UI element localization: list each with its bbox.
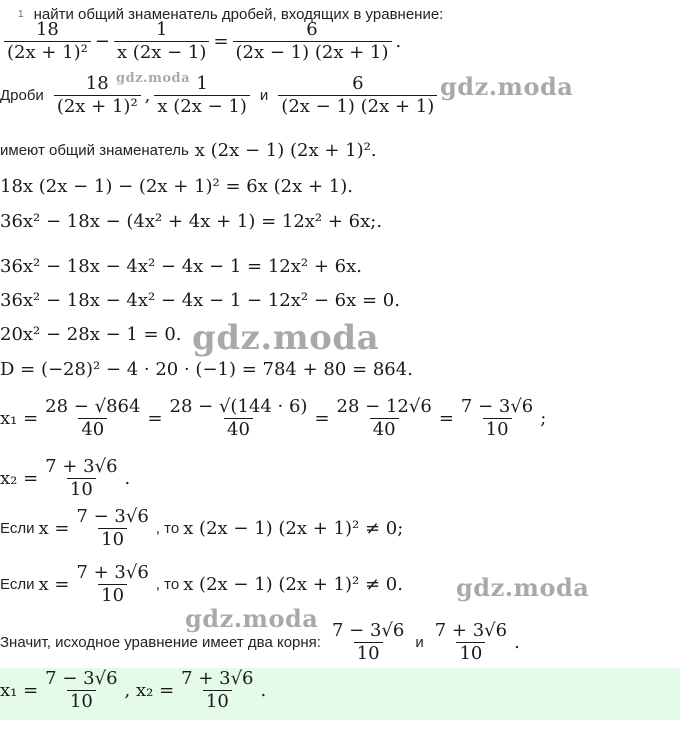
footnote-mark: 1 [18, 9, 24, 20]
fraction: $\frac{7 - 3√6}{10}$ [76, 506, 149, 550]
fractions-label: Дроби [0, 87, 44, 105]
fraction: $\frac{18}{\text{(2x + 1)²}}$ [4, 21, 91, 63]
watermark: gdz.moda [185, 604, 319, 633]
check-2-line: Если x = $\frac{7 + 3√6}{10}$ , то x (2x − 1) (2x + 1)² ≠ 0. [0, 562, 403, 606]
common-denominator-line: имеют общий знаменатель x (2x − 1) (2x + 1)². [0, 140, 377, 161]
watermark: gdz.moda [192, 318, 380, 358]
fraction: $\frac{18}{\text{(2x + 1)²}}$ [54, 75, 141, 117]
step-3: 36x² − 18x − 4x² − 4x − 1 = 12x² + 6x. [0, 256, 362, 277]
fraction: $\frac{7 + 3√6}{10}$ [76, 562, 149, 606]
watermark: gdz.moda [116, 71, 191, 86]
fraction: $\frac{28 - √864}{40}$ [45, 396, 141, 440]
step-2: 36x² − 18x − (4x² + 4x + 1) = 12x² + 6x;. [0, 211, 383, 232]
fraction: $\frac{6}{(2x - 1) (2x + 1)}$ [233, 21, 392, 63]
check-1-line: Если x = $\frac{7 - 3√6}{10}$ , то x (2x − 1) (2x + 1)² ≠ 0; [0, 506, 404, 550]
fraction: $\frac{7 + 3√6}{10}$ [181, 668, 254, 712]
fraction: $\frac{28 - √(144 \cdot 6)}{40}$ [169, 396, 308, 440]
fraction: $\frac{7 + 3√6}{10}$ [45, 456, 118, 500]
fraction: $\frac{7 - 3√6}{10}$ [460, 396, 534, 440]
x1-line: x₁ = $\frac{28 - √864}{40}$ = $\frac{28 - √(144 \cdot 6)}{40}$ = $\frac{28 - 12√6}{40}$ = $\frac{7 - 3√6}{10}$ ; [0, 396, 547, 440]
watermark: gdz.moda [456, 573, 590, 602]
fraction: $\frac{7 - 3√6}{10}$ [45, 668, 118, 712]
fraction: $\frac{28 - 12√6}{40}$ [336, 396, 432, 440]
answer-line: x₁ = $\frac{7 - 3√6}{10}$ , x₂ = $\frac{7 + 3√6}{10}$ . [0, 668, 267, 712]
x2-line: x₂ = $\frac{7 + 3√6}{10}$ . [0, 456, 131, 500]
fraction: $\frac{1}{x (2x - 1)}$ [114, 21, 210, 63]
fraction: $\frac{7 - 3√6}{10}$ [331, 620, 405, 664]
step-1: 18x (2x − 1) − (2x + 1)² = 6x (2x + 1). [0, 176, 353, 197]
conclusion-line: Значит, исходное уравнение имеет два корня: $\frac{7 - 3√6}{10}$ и $\frac{7 + 3√6}{10}$ . [0, 620, 520, 664]
fraction: $\frac{6}{(2x - 1) (2x + 1)}$ [278, 75, 437, 117]
equation-line: $\frac{18}{\text{(2x + 1)²}}$ − $\frac{1}{x (2x - 1)}$ = $\frac{6}{(2x - 1) (2x + 1)}$ . [0, 21, 401, 63]
fractions-line: Дроби $\frac{18}{\text{(2x + 1)²}}$ , $\frac{1}{x (2x - 1)}$ и $\frac{6}{(2x - 1) (2x + 1)}$ [0, 75, 441, 117]
step-5: 20x² − 28x − 1 = 0. [0, 324, 182, 345]
discriminant-line: D = (−28)² − 4 · 20 · (−1) = 784 + 80 = 864. [0, 359, 413, 380]
fraction: $\frac{7 + 3√6}{10}$ [434, 620, 508, 664]
fraction: $\frac{1}{x (2x - 1)}$ [154, 75, 250, 117]
header-text: найти общий знаменатель дробей, входящих в уравнение: [33, 6, 444, 23]
watermark: gdz.moda [440, 72, 574, 101]
step-4: 36x² − 18x − 4x² − 4x − 1 − 12x² − 6x = 0. [0, 290, 400, 311]
